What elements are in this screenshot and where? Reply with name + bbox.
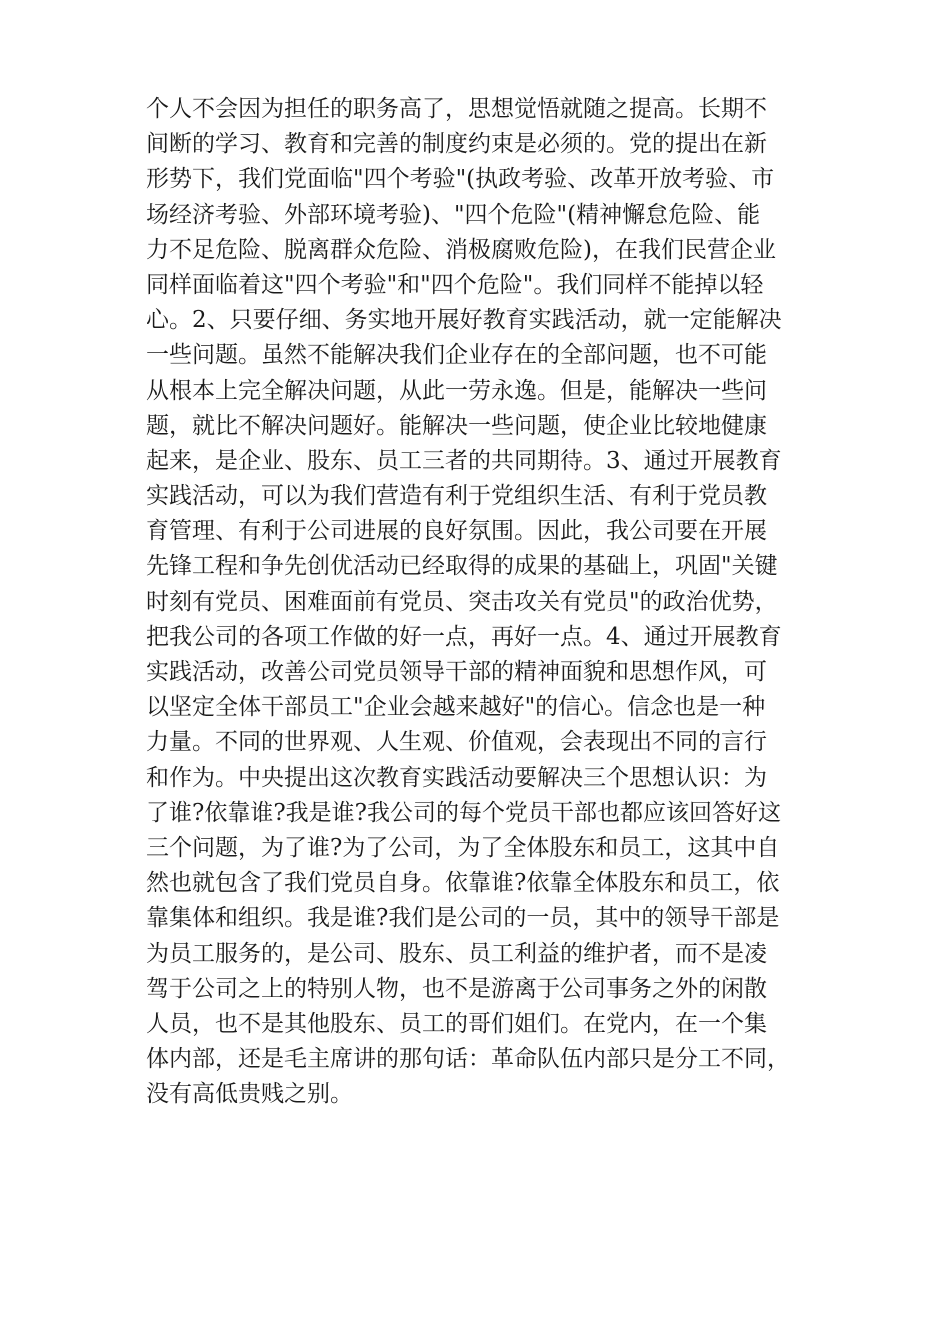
text-line: 个人不会因为担任的职务高了，思想觉悟就随之提高。长期不 xyxy=(146,96,767,122)
text-line: 三个问题，为了谁?为了公司，为了全体股东和员工，这其中自 xyxy=(146,834,780,861)
text-line: 一些问题。虽然不能解决我们企业存在的全部问题，也不可能 xyxy=(146,342,767,369)
text-line: 体内部，还是毛主席讲的那句话：革命队伍内部只是分工不同， xyxy=(146,1046,790,1073)
text-line: 驾于公司之上的特别人物，也不是游离于公司事务之外的闲散 xyxy=(146,975,767,1002)
text-line: 先锋工程和争先创优活动已经取得的成果的基础上，巩固"关键 xyxy=(146,553,778,580)
text-line: 育管理、有利于公司进展的良好氛围。因此，我公司要在开展 xyxy=(146,518,767,545)
text-line: 人员，也不是其他股东、员工的哥们姐们。在党内，在一个集 xyxy=(146,1010,767,1037)
text-line: 力量。不同的世界观、人生观、价值观，会表现出不同的言行 xyxy=(146,729,767,756)
text-line: 时刻有党员、困难面前有党员、突击攻关有党员"的政治优势， xyxy=(146,588,778,615)
text-line: 场经济考验、外部环境考验)、"四个危险"(精神懈怠危险、能 xyxy=(146,201,761,228)
text-line: 从根本上完全解决问题，从此一劳永逸。但是，能解决一些问 xyxy=(146,377,767,404)
text-line: 心。2、只要仔细、务实地开展好教育实践活动，就一定能解决 xyxy=(146,307,782,334)
text-line: 实践活动，改善公司党员领导干部的精神面貌和思想作风，可 xyxy=(146,659,767,685)
body-text xyxy=(146,92,816,1112)
text-line: 形势下，我们党面临"四个考验"(执政考验、改革开放考验、市 xyxy=(146,166,775,193)
text-line: 题，就比不解决问题好。能解决一些问题，使企业比较地健康 xyxy=(146,412,767,439)
text-line: 间断的学习、教育和完善的制度约束是必须的。党的提出在新 xyxy=(146,131,767,158)
text-line: 和作为。中央提出这次教育实践活动要解决三个思想认识：为 xyxy=(146,764,767,791)
text-line: 力不足危险、脱离群众危险、消极腐败危险)，在我们民营企业 xyxy=(146,236,776,263)
text-line: 靠集体和组织。我是谁?我们是公司的一员，其中的领导干部是 xyxy=(146,905,780,932)
text-line: 为员工服务的，是公司、股东、员工利益的维护者，而不是凌 xyxy=(146,940,767,967)
text-line: 然也就包含了我们党员自身。依靠谁?依靠全体股东和员工，依 xyxy=(146,870,780,897)
text-line: 没有高低贵贱之别。 xyxy=(146,1081,353,1108)
text-line: 把我公司的各项工作做的好一点，再好一点。4、通过开展教育 xyxy=(146,623,782,650)
text-line: 同样面临着这"四个考验"和"四个危险"。我们同样不能掉以轻 xyxy=(146,271,764,298)
text-line: 以坚定全体干部员工"企业会越来越好"的信心。信念也是一种 xyxy=(146,694,766,721)
text-line: 实践活动，可以为我们营造有利于党组织生活、有利于党员教 xyxy=(146,483,767,510)
text-line: 了谁?依靠谁?我是谁?我公司的每个党员干部也都应该回答好这 xyxy=(146,799,781,826)
text-line: 起来，是企业、股东、员工三者的共同期待。3、通过开展教育 xyxy=(146,447,782,474)
